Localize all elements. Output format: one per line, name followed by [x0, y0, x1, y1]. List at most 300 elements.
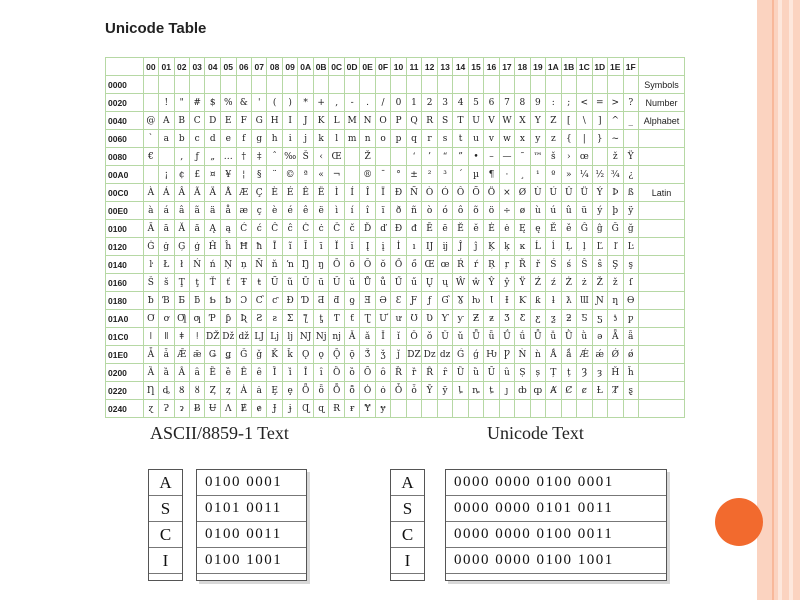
table-cell: Ķ — [484, 238, 499, 256]
table-cell: Ȧ — [236, 382, 251, 400]
table-cell: ĭ — [344, 238, 359, 256]
table-cell: Ĝ — [577, 220, 592, 238]
table-cell: ƕ — [468, 292, 483, 310]
table-cell: ǝ — [592, 328, 607, 346]
table-cell: ɂ — [174, 400, 189, 418]
table-cell: ǫ — [313, 346, 328, 364]
table-cell: Ȅ — [205, 364, 221, 382]
table-cell: ĸ — [515, 238, 530, 256]
table-cell — [143, 94, 158, 112]
table-cell: € — [143, 148, 158, 166]
table-cell: ǭ — [344, 346, 359, 364]
table-cell: > — [608, 94, 623, 112]
table-cell: t — [453, 130, 468, 148]
table-cell: Ħ — [236, 238, 251, 256]
table-cell: ɀ — [143, 400, 158, 418]
table-cell: Ȓ — [422, 364, 438, 382]
category-label — [638, 292, 684, 310]
column-header: 0A — [298, 58, 314, 76]
table-cell: Ǯ — [360, 346, 375, 364]
table-cell — [329, 76, 344, 94]
table-cell: 2 — [422, 94, 438, 112]
table-cell: Ė — [484, 220, 499, 238]
table-cell: œ — [437, 256, 452, 274]
table-cell: Ĥ — [205, 238, 221, 256]
table-cell: Ǜ — [561, 328, 576, 346]
table-cell: ȼ — [577, 382, 592, 400]
table-row — [106, 382, 685, 400]
table-cell: Å — [220, 184, 236, 202]
table-cell: ( — [267, 94, 282, 112]
table-cell: , — [329, 94, 344, 112]
table-cell: Ǳ — [406, 346, 422, 364]
column-header: 11 — [406, 58, 422, 76]
table-cell: ȇ — [251, 364, 266, 382]
table-cell: a — [159, 130, 174, 148]
table-cell: Ø — [515, 184, 530, 202]
table-cell: Ģ — [174, 238, 189, 256]
table-cell: ! — [159, 94, 174, 112]
table-cell: Ɨ — [499, 292, 514, 310]
table-cell: § — [251, 166, 266, 184]
table-cell: Ǻ — [546, 346, 561, 364]
category-label — [638, 382, 684, 400]
table-cell: ů — [375, 274, 390, 292]
table-cell: 8 — [515, 94, 530, 112]
table-cell: ȃ — [189, 364, 204, 382]
table-cell: ƽ — [592, 310, 607, 328]
table-cell — [530, 76, 545, 94]
table-cell: ¹ — [530, 166, 545, 184]
table-cell: ǔ — [453, 328, 468, 346]
table-cell: Ȝ — [577, 364, 592, 382]
table-cell: í — [344, 202, 359, 220]
column-header: 0D — [344, 58, 359, 76]
table-cell: Õ — [468, 184, 483, 202]
row-header: 0000 — [106, 76, 144, 94]
table-cell: ý — [592, 202, 607, 220]
table-row — [106, 274, 685, 292]
table-cell: Ɠ — [437, 292, 452, 310]
table-cell: F — [236, 112, 251, 130]
column-header: 06 — [236, 58, 251, 76]
table-cell: ÿ — [623, 202, 638, 220]
ascii-char: S — [149, 496, 182, 522]
table-cell — [484, 76, 499, 94]
table-cell: V — [484, 112, 499, 130]
table-cell: = — [592, 94, 607, 112]
table-cell — [236, 76, 251, 94]
table-cell: * — [298, 94, 314, 112]
table-cell: æ — [236, 202, 251, 220]
table-cell: Ƨ — [251, 310, 266, 328]
table-cell: ƚ — [546, 292, 561, 310]
table-cell: ƭ — [344, 310, 359, 328]
table-cell: Ȋ — [298, 364, 314, 382]
table-cell: ȅ — [220, 364, 236, 382]
table-cell: Ȗ — [484, 364, 499, 382]
table-cell: Ü — [577, 184, 592, 202]
table-cell: ȩ — [282, 382, 298, 400]
table-cell: s — [437, 130, 452, 148]
table-cell: ‰ — [282, 148, 298, 166]
table-cell: ȸ — [515, 382, 530, 400]
table-cell: Ò — [422, 184, 438, 202]
table-cell: Ǔ — [437, 328, 452, 346]
table-cell: ř — [530, 256, 545, 274]
table-cell: Ǎ — [344, 328, 359, 346]
table-cell — [391, 76, 406, 94]
table-cell: ; — [561, 94, 576, 112]
table-row — [106, 400, 685, 418]
table-cell: ƴ — [453, 310, 468, 328]
table-cell: Œ — [329, 148, 344, 166]
table-cell: ª — [298, 166, 314, 184]
table-cell: Â — [174, 184, 189, 202]
table-row — [106, 130, 685, 148]
table-cell: M — [344, 112, 359, 130]
table-cell: Ƽ — [577, 310, 592, 328]
table-cell — [422, 76, 438, 94]
table-cell: é — [282, 202, 298, 220]
table-cell: Ȼ — [561, 382, 576, 400]
row-header: 00A0 — [106, 166, 144, 184]
table-cell: ơ — [159, 310, 174, 328]
table-cell: i — [282, 130, 298, 148]
table-cell: ſ — [623, 274, 638, 292]
table-cell: Á — [159, 184, 174, 202]
table-cell: Ǽ — [577, 346, 592, 364]
table-cell — [375, 76, 390, 94]
table-cell: ^ — [608, 112, 623, 130]
table-cell: Ɯ — [577, 292, 592, 310]
table-cell: ļ — [577, 238, 592, 256]
table-cell — [453, 400, 468, 418]
table-cell: ǹ — [530, 346, 545, 364]
table-cell — [623, 400, 638, 418]
table-cell: ț — [561, 364, 576, 382]
table-cell: ˆ — [267, 148, 282, 166]
column-header: 17 — [499, 58, 514, 76]
ascii-bits: 0100 0001 — [197, 470, 306, 496]
table-cell: ĝ — [592, 220, 607, 238]
table-cell: ¶ — [484, 166, 499, 184]
category-label: Alphabet — [638, 112, 684, 130]
table-cell: ĩ — [282, 238, 298, 256]
table-cell: ) — [282, 94, 298, 112]
table-cell: ư — [391, 310, 406, 328]
table-cell: ¬ — [329, 166, 344, 184]
table-cell: Ʌ — [220, 400, 236, 418]
table-cell: ŧ — [251, 274, 266, 292]
ascii-bits: 0100 1001 — [197, 548, 306, 574]
table-cell: } — [592, 130, 607, 148]
table-cell: Ŋ — [298, 256, 314, 274]
ascii-bits: 0101 0011 — [197, 496, 306, 522]
table-cell: Ȣ — [174, 382, 189, 400]
column-header: 19 — [530, 58, 545, 76]
ascii-char: C — [149, 522, 182, 548]
category-label: Latin — [638, 184, 684, 202]
table-cell: ǉ — [282, 328, 298, 346]
table-cell: ú — [546, 202, 561, 220]
table-cell: Ɂ — [159, 400, 174, 418]
table-cell: ƫ — [313, 310, 328, 328]
table-cell — [623, 76, 638, 94]
table-cell: Ũ — [267, 274, 282, 292]
table-cell: Æ — [236, 184, 251, 202]
table-cell: + — [313, 94, 328, 112]
category-label — [638, 238, 684, 256]
table-cell: đ — [406, 220, 422, 238]
table-cell — [484, 400, 499, 418]
table-cell: ¦ — [236, 166, 251, 184]
table-cell: % — [220, 94, 236, 112]
table-cell: Ę — [515, 220, 530, 238]
table-cell: ŕ — [468, 256, 483, 274]
table-cell: ĳ — [437, 238, 452, 256]
table-cell — [344, 148, 359, 166]
table-cell: Ý — [592, 184, 607, 202]
table-cell: ŀ — [143, 256, 158, 274]
column-header: 03 — [189, 58, 204, 76]
table-cell: ǡ — [159, 346, 174, 364]
table-cell: Ǵ — [453, 346, 468, 364]
column-header: 0C — [329, 58, 344, 76]
row-header: 0240 — [106, 400, 144, 418]
table-cell: ê — [298, 202, 314, 220]
table-cell: c — [189, 130, 204, 148]
table-cell: ó — [437, 202, 452, 220]
table-cell — [546, 400, 561, 418]
row-header: 0140 — [106, 256, 144, 274]
table-cell: ǥ — [220, 346, 236, 364]
table-cell: ĵ — [468, 238, 483, 256]
table-cell: ȁ — [159, 364, 174, 382]
table-cell: Ó — [437, 184, 452, 202]
table-cell: Ŧ — [236, 274, 251, 292]
table-cell: ą — [220, 220, 236, 238]
table-cell: ƿ — [623, 310, 638, 328]
table-cell: ħ — [251, 238, 266, 256]
unicode-title: Unicode Text — [487, 423, 584, 443]
ascii-char: A — [149, 470, 182, 496]
table-row — [106, 346, 685, 364]
table-cell: ƈ — [267, 292, 282, 310]
table-cell: Ȃ — [174, 364, 189, 382]
table-cell: Ě — [546, 220, 561, 238]
table-cell: 5 — [468, 94, 483, 112]
table-cell: Ţ — [174, 274, 189, 292]
table-cell: Ʊ — [406, 310, 422, 328]
category-label — [638, 148, 684, 166]
table-cell: Ɇ — [236, 400, 251, 418]
table-cell: ş — [623, 256, 638, 274]
table-cell: Ȳ — [422, 382, 438, 400]
table-cell: ǲ — [422, 346, 438, 364]
table-cell: Ɛ — [391, 292, 406, 310]
table-row — [106, 148, 685, 166]
table-cell: _ — [623, 112, 638, 130]
table-cell: Ɩ — [484, 292, 499, 310]
table-cell: ǆ — [236, 328, 251, 346]
table-cell: Ŀ — [623, 238, 638, 256]
category-label — [638, 202, 684, 220]
table-cell: Ŗ — [484, 256, 499, 274]
category-label: Symbols — [638, 76, 684, 94]
table-cell: ä — [205, 202, 221, 220]
column-header: 1E — [608, 58, 623, 76]
table-cell — [251, 76, 266, 94]
table-cell: j — [298, 130, 314, 148]
table-cell: Ƒ — [406, 292, 422, 310]
table-cell: ķ — [499, 238, 514, 256]
table-cell: ȑ — [406, 364, 422, 382]
table-cell: q — [406, 130, 422, 148]
table-cell: p — [391, 130, 406, 148]
unicode-char-column — [390, 469, 425, 581]
table-cell: ¡ — [159, 166, 174, 184]
category-label — [638, 166, 684, 184]
table-cell: ł — [174, 256, 189, 274]
table-cell: / — [375, 94, 390, 112]
table-cell: · — [499, 166, 514, 184]
table-cell: ĉ — [282, 220, 298, 238]
table-cell: Ɖ — [282, 292, 298, 310]
table-cell: Ŏ — [360, 256, 375, 274]
table-cell: – — [484, 148, 499, 166]
table-cell: ² — [422, 166, 438, 184]
table-cell: P — [391, 112, 406, 130]
table-cell: ð — [391, 202, 406, 220]
table-cell: r — [422, 130, 438, 148]
table-cell: # — [189, 94, 204, 112]
table-cell: Ǉ — [251, 328, 266, 346]
table-cell: n — [360, 130, 375, 148]
table-cell: Ǭ — [329, 346, 344, 364]
table-cell: ƶ — [484, 310, 499, 328]
table-cell: å — [220, 202, 236, 220]
ascii-bits-column — [196, 469, 307, 581]
table-cell: ¨ — [267, 166, 282, 184]
table-cell: Ʉ — [205, 400, 221, 418]
table-cell — [344, 166, 359, 184]
category-label — [638, 328, 684, 346]
table-row — [106, 310, 685, 328]
table-cell: Ț — [546, 364, 561, 382]
table-row — [106, 220, 685, 238]
table-cell: ė — [499, 220, 514, 238]
table-cell: Ȱ — [391, 382, 406, 400]
table-cell: Ų — [422, 274, 438, 292]
table-cell: Ƀ — [189, 400, 204, 418]
table-cell: Ÿ — [515, 274, 530, 292]
table-cell: Ŷ — [484, 274, 499, 292]
table-cell: ¯ — [375, 166, 390, 184]
table-cell: Ň — [251, 256, 266, 274]
table-cell: ǂ — [174, 328, 189, 346]
table-cell: Ņ — [220, 256, 236, 274]
table-cell: × — [499, 184, 514, 202]
table-cell: Ž — [360, 148, 375, 166]
unicode-char: C — [391, 522, 424, 548]
table-cell: ǰ — [391, 346, 406, 364]
table-cell: D — [205, 112, 221, 130]
table-cell: ’ — [422, 148, 438, 166]
table-cell: Ĺ — [530, 238, 545, 256]
table-cell: ľ — [608, 238, 623, 256]
table-cell: ȡ — [159, 382, 174, 400]
table-cell: ǻ — [561, 346, 576, 364]
table-cell: Ƥ — [205, 310, 221, 328]
table-cell: ‹ — [313, 148, 328, 166]
table-cell — [515, 400, 530, 418]
table-cell: † — [236, 148, 251, 166]
table-row — [106, 166, 685, 184]
table-cell — [499, 400, 514, 418]
table-cell: ȍ — [344, 364, 359, 382]
column-header: 02 — [174, 58, 189, 76]
table-cell: f — [236, 130, 251, 148]
side-header-cell — [638, 58, 684, 76]
table-cell: ƅ — [220, 292, 236, 310]
table-cell: ȉ — [282, 364, 298, 382]
table-cell: : — [546, 94, 561, 112]
table-cell — [577, 400, 592, 418]
table-cell: ƣ — [189, 310, 204, 328]
table-cell: á — [159, 202, 174, 220]
table-cell: Ô — [453, 184, 468, 202]
table-cell: ” — [453, 148, 468, 166]
table-cell — [468, 76, 483, 94]
row-header: 00E0 — [106, 202, 144, 220]
decorative-stripe-border — [772, 0, 774, 600]
table-cell: ù — [530, 202, 545, 220]
table-cell: e — [220, 130, 236, 148]
column-header: 04 — [205, 58, 221, 76]
table-cell: @ — [143, 112, 158, 130]
table-cell: Ʈ — [360, 310, 375, 328]
table-cell: { — [561, 130, 576, 148]
table-cell: ȋ — [313, 364, 328, 382]
table-cell: W — [499, 112, 514, 130]
table-cell: ǟ — [623, 328, 638, 346]
table-cell: ž — [608, 148, 623, 166]
table-cell: ę — [530, 220, 545, 238]
table-cell: ǯ — [375, 346, 390, 364]
category-label: Number — [638, 94, 684, 112]
table-cell: ɏ — [375, 400, 390, 418]
table-cell: Ź — [530, 274, 545, 292]
table-cell: ƻ — [561, 310, 576, 328]
table-cell — [453, 76, 468, 94]
table-cell — [406, 400, 422, 418]
table-cell: ź — [546, 274, 561, 292]
table-cell: „ — [205, 148, 221, 166]
table-cell: ¢ — [174, 166, 189, 184]
table-cell: ĥ — [220, 238, 236, 256]
table-cell: ƨ — [267, 310, 282, 328]
table-cell: ć — [251, 220, 266, 238]
table-cell: Û — [561, 184, 576, 202]
table-cell: ȹ — [530, 382, 545, 400]
table-cell: ± — [406, 166, 422, 184]
table-cell: ǀ — [143, 328, 158, 346]
column-header: 13 — [437, 58, 452, 76]
table-cell: ™ — [530, 148, 545, 166]
unicode-bits-column — [445, 469, 667, 581]
table-cell: ƒ — [189, 148, 204, 166]
